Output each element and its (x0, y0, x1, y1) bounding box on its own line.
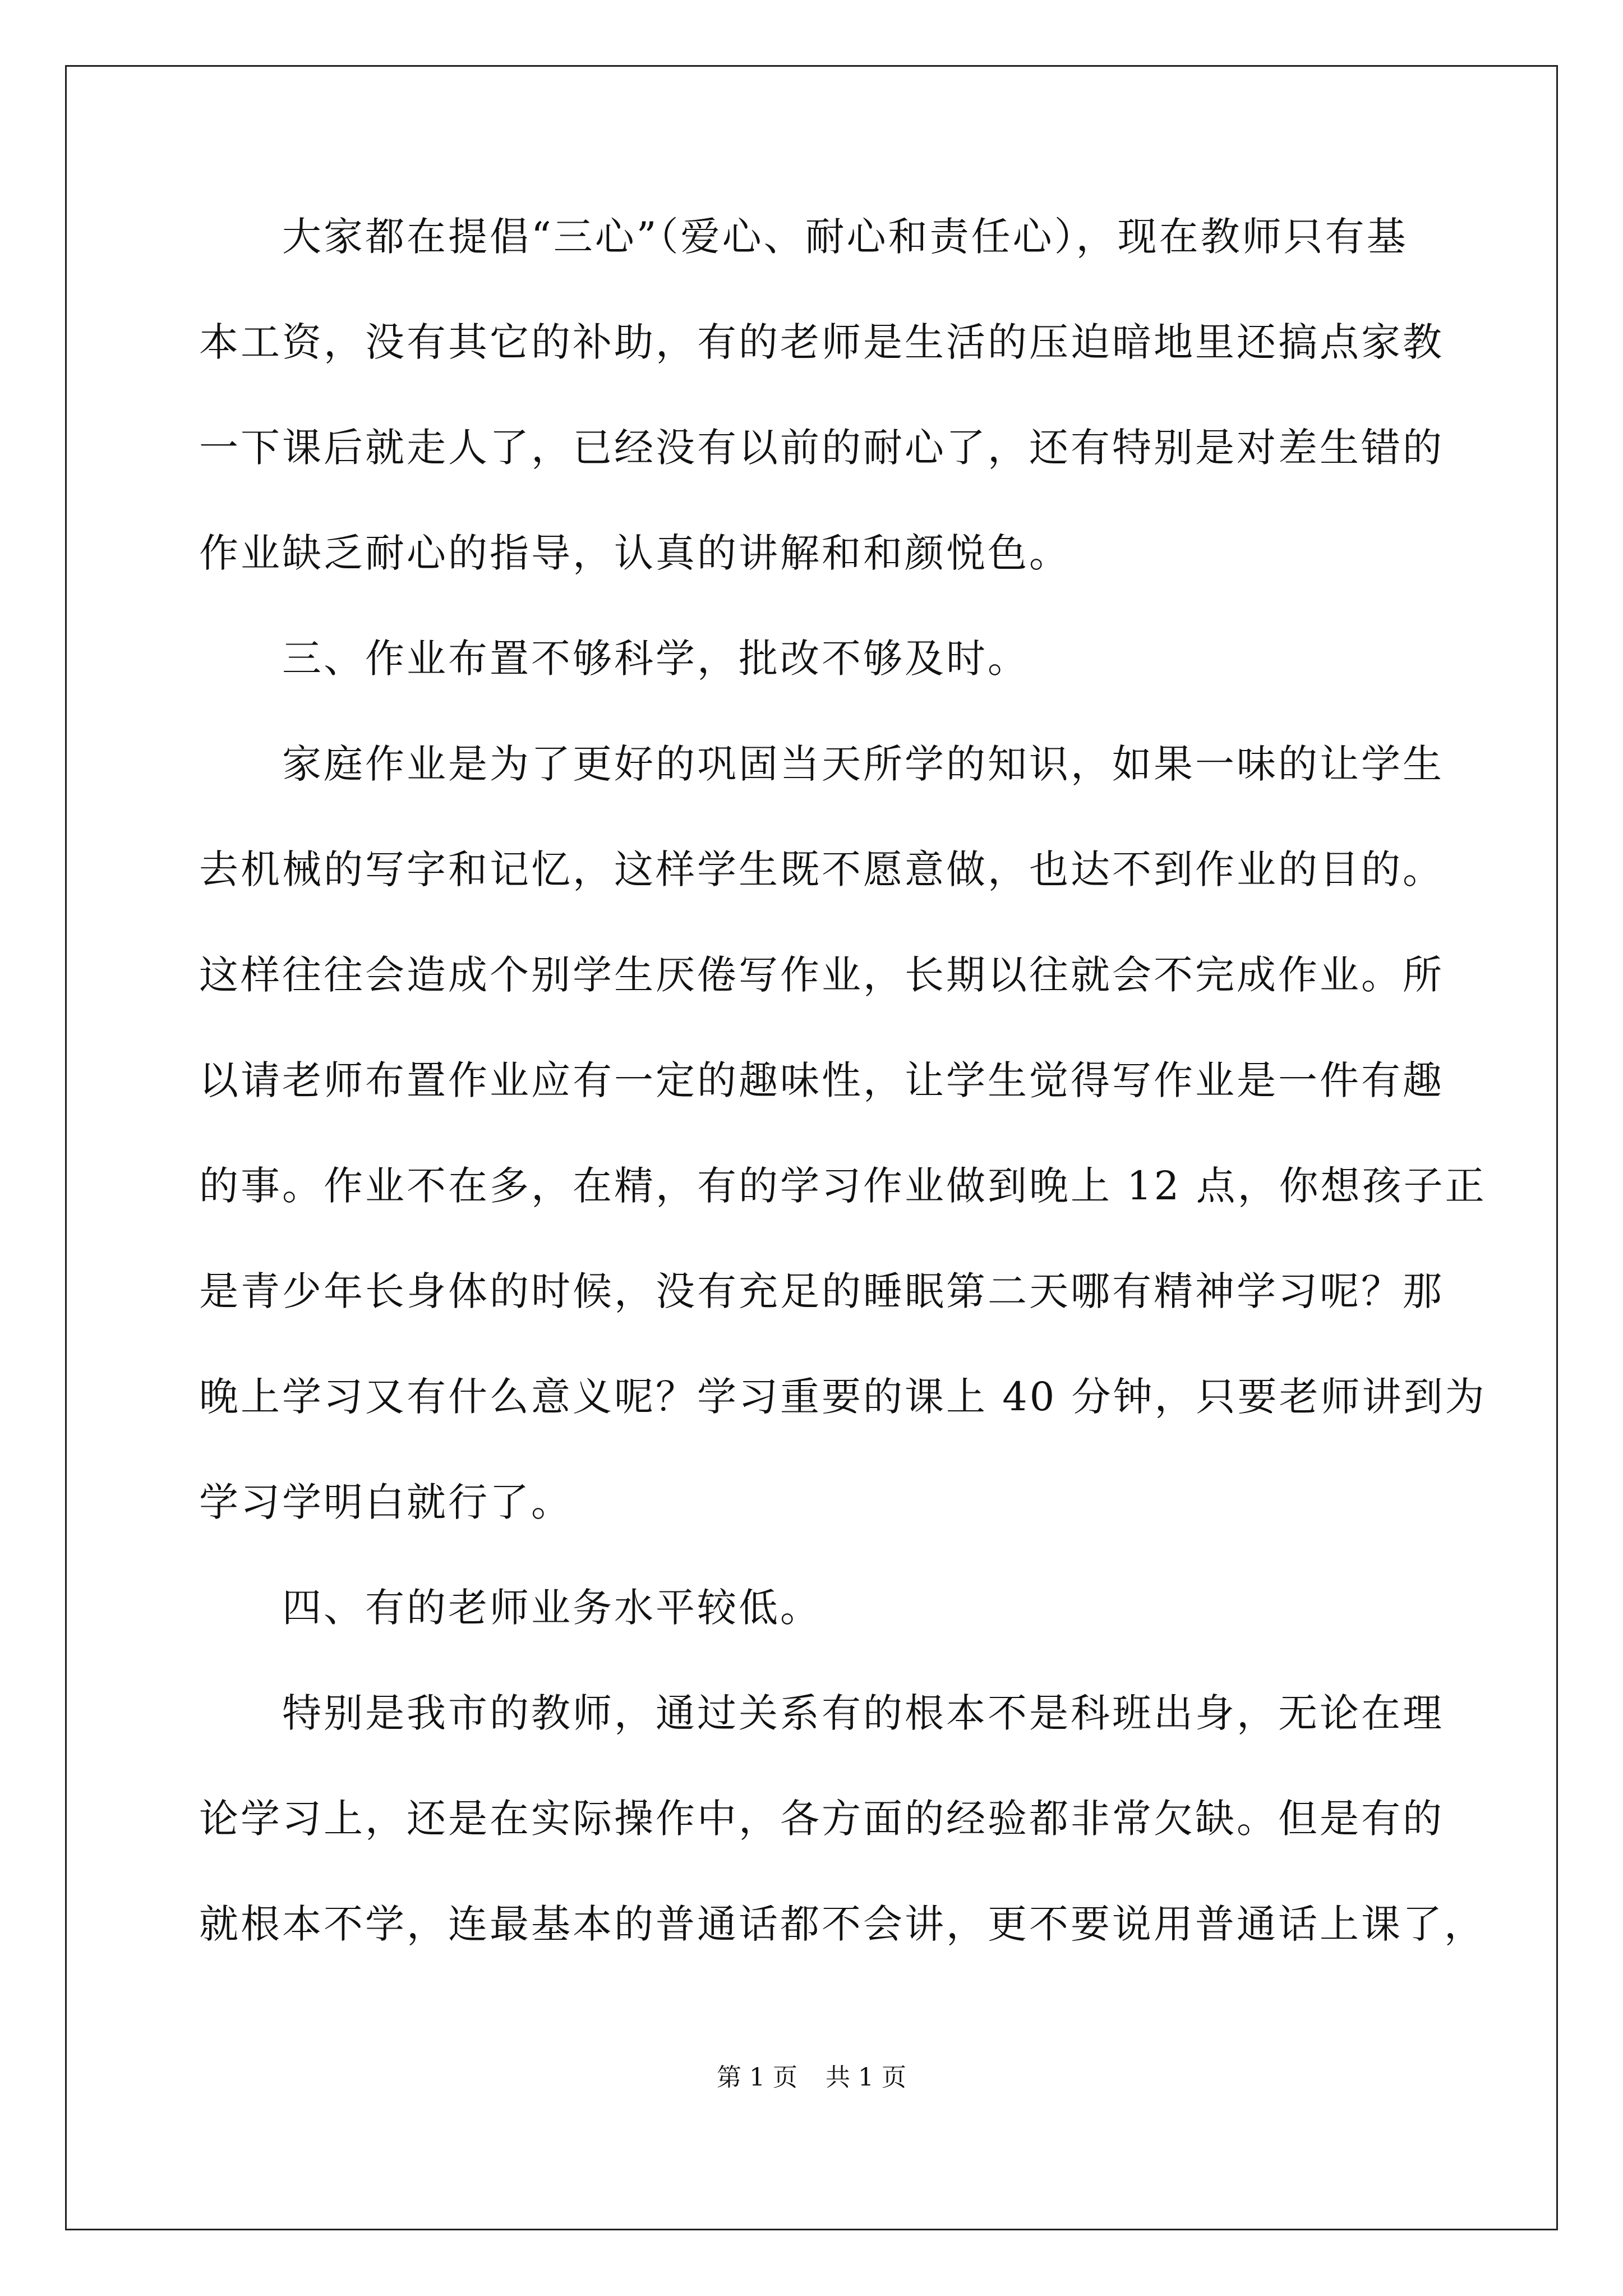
page-number-current: 第 1 页 (717, 2063, 797, 2092)
text-line: 的事。作业不在多，在精，有的学习作业做到晚上 12 点，你想孩子正 (199, 1163, 1487, 1209)
text-line: 本工资，没有其它的补助，有的老师是生活的压迫暗地里还搞点家教 (199, 319, 1444, 365)
text-line: 这样往往会造成个别学生厌倦写作业，长期以往就会不完成作业。所 (199, 952, 1444, 998)
text-line: 晚上学习又有什么意义呢？学习重要的课上 40 分钟，只要老师讲到为 (199, 1374, 1487, 1420)
section-heading: 四、有的老师业务水平较低。 (199, 1585, 822, 1631)
text-line: 去机械的写字和记忆，这样学生既不愿意做，也达不到作业的目的。 (199, 846, 1444, 892)
text-line: 特别是我市的教师，通过关系有的根本不是科班出身，无论在理 (199, 1690, 1444, 1736)
page-footer (0, 2061, 1623, 2095)
section-heading: 三、作业布置不够科学，批改不够及时。 (199, 636, 1029, 682)
text-line: 学习学明白就行了。 (199, 1479, 573, 1525)
text-line: 以请老师布置作业应有一定的趣味性，让学生觉得写作业是一件有趣 (199, 1057, 1444, 1103)
text-line: 作业缺乏耐心的指导，认真的讲解和和颜悦色。 (199, 530, 1071, 576)
text-line: 家庭作业是为了更好的巩固当天所学的知识，如果一味的让学生 (199, 741, 1444, 787)
text-line: 是青少年长身体的时候，没有充足的睡眠第二天哪有精神学习呢？那 (199, 1268, 1444, 1314)
page-number-total: 共 1 页 (826, 2063, 906, 2092)
text-line: 论学习上，还是在实际操作中，各方面的经验都非常欠缺。但是有的 (199, 1796, 1444, 1842)
text-line: 大家都在提倡“三心”（爱心、耐心和责任心），现在教师只有基 (199, 214, 1408, 260)
text-line: 就根本不学，连最基本的普通话都不会讲，更不要说用普通话上课了， (199, 1901, 1486, 1947)
text-line: 一下课后就走人了，已经没有以前的耐心了，还有特别是对差生错的 (199, 425, 1444, 471)
